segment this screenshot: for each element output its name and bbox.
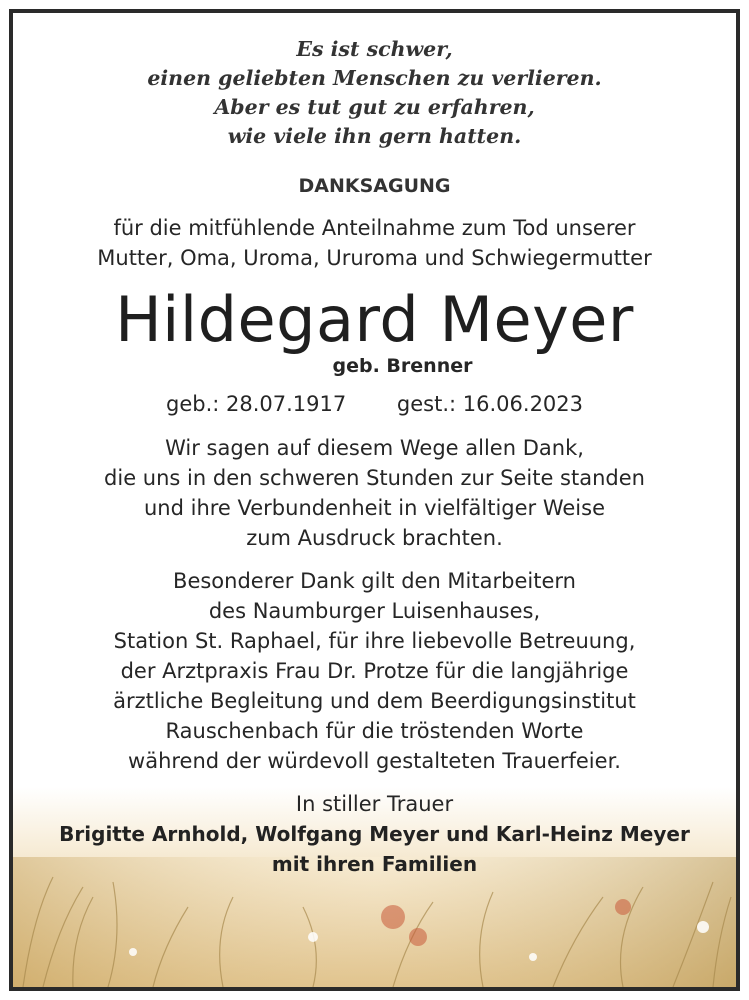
special-thanks-line: der Arztpraxis Frau Dr. Protze für die langjährige <box>120 659 629 683</box>
special-thanks-line: des Naumburger Luisenhauses, <box>208 599 541 623</box>
maiden-name: geb. Brenner <box>332 355 473 377</box>
thanks-paragraph <box>13 433 736 553</box>
closing-phrase: In stiller Trauer <box>295 792 454 816</box>
death-date: gest.: 16.06.2023 <box>396 392 584 416</box>
thanks-line: Wir sagen auf diesem Wege allen Dank, <box>165 436 584 460</box>
intro-text <box>13 213 736 273</box>
special-thanks-line: Rauschenbach für die tröstenden Worte <box>165 719 584 743</box>
special-thanks-line: Station St. Raphael, für ihre liebevolle Betreuung, <box>113 629 636 653</box>
intro-line: Mutter, Oma, Uroma, Ururoma und Schwiegermutter <box>97 246 652 270</box>
signers-line: mit ihren Familien <box>271 852 478 876</box>
deceased-name: Hildegard Meyer <box>115 283 634 356</box>
poem-line: Aber es tut gut zu erfahren, <box>214 95 535 119</box>
obituary-content <box>13 13 736 879</box>
signers-line: Brigitte Arnhold, Wolfgang Meyer und Karl-Heinz Meyer <box>59 822 690 846</box>
poem-line: Es ist schwer, <box>296 37 453 61</box>
special-thanks-line: während der würdevoll gestalteten Trauerfeier. <box>128 749 621 773</box>
thanks-line: und ihre Verbundenheit in vielfältiger Weise <box>143 496 605 520</box>
life-dates <box>13 389 736 419</box>
special-thanks-line: ärztliche Begleitung und dem Beerdigungsinstitut <box>113 689 636 713</box>
obituary-card <box>9 9 740 991</box>
intro-line: für die mitfühlende Anteilnahme zum Tod unserer <box>113 216 636 240</box>
special-thanks-paragraph <box>13 566 736 776</box>
poem-line: wie viele ihn gern hatten. <box>227 124 522 148</box>
signers <box>13 819 736 879</box>
heading: DANKSAGUNG <box>298 175 451 197</box>
special-thanks-line: Besonderer Dank gilt den Mitarbeitern <box>173 569 576 593</box>
poem <box>13 35 736 151</box>
poem-line: einen geliebten Menschen zu verlieren. <box>147 66 602 90</box>
thanks-line: zum Ausdruck brachten. <box>246 526 503 550</box>
thanks-line: die uns in den schweren Stunden zur Seite standen <box>104 466 645 490</box>
birth-date: geb.: 28.07.1917 <box>165 392 347 416</box>
